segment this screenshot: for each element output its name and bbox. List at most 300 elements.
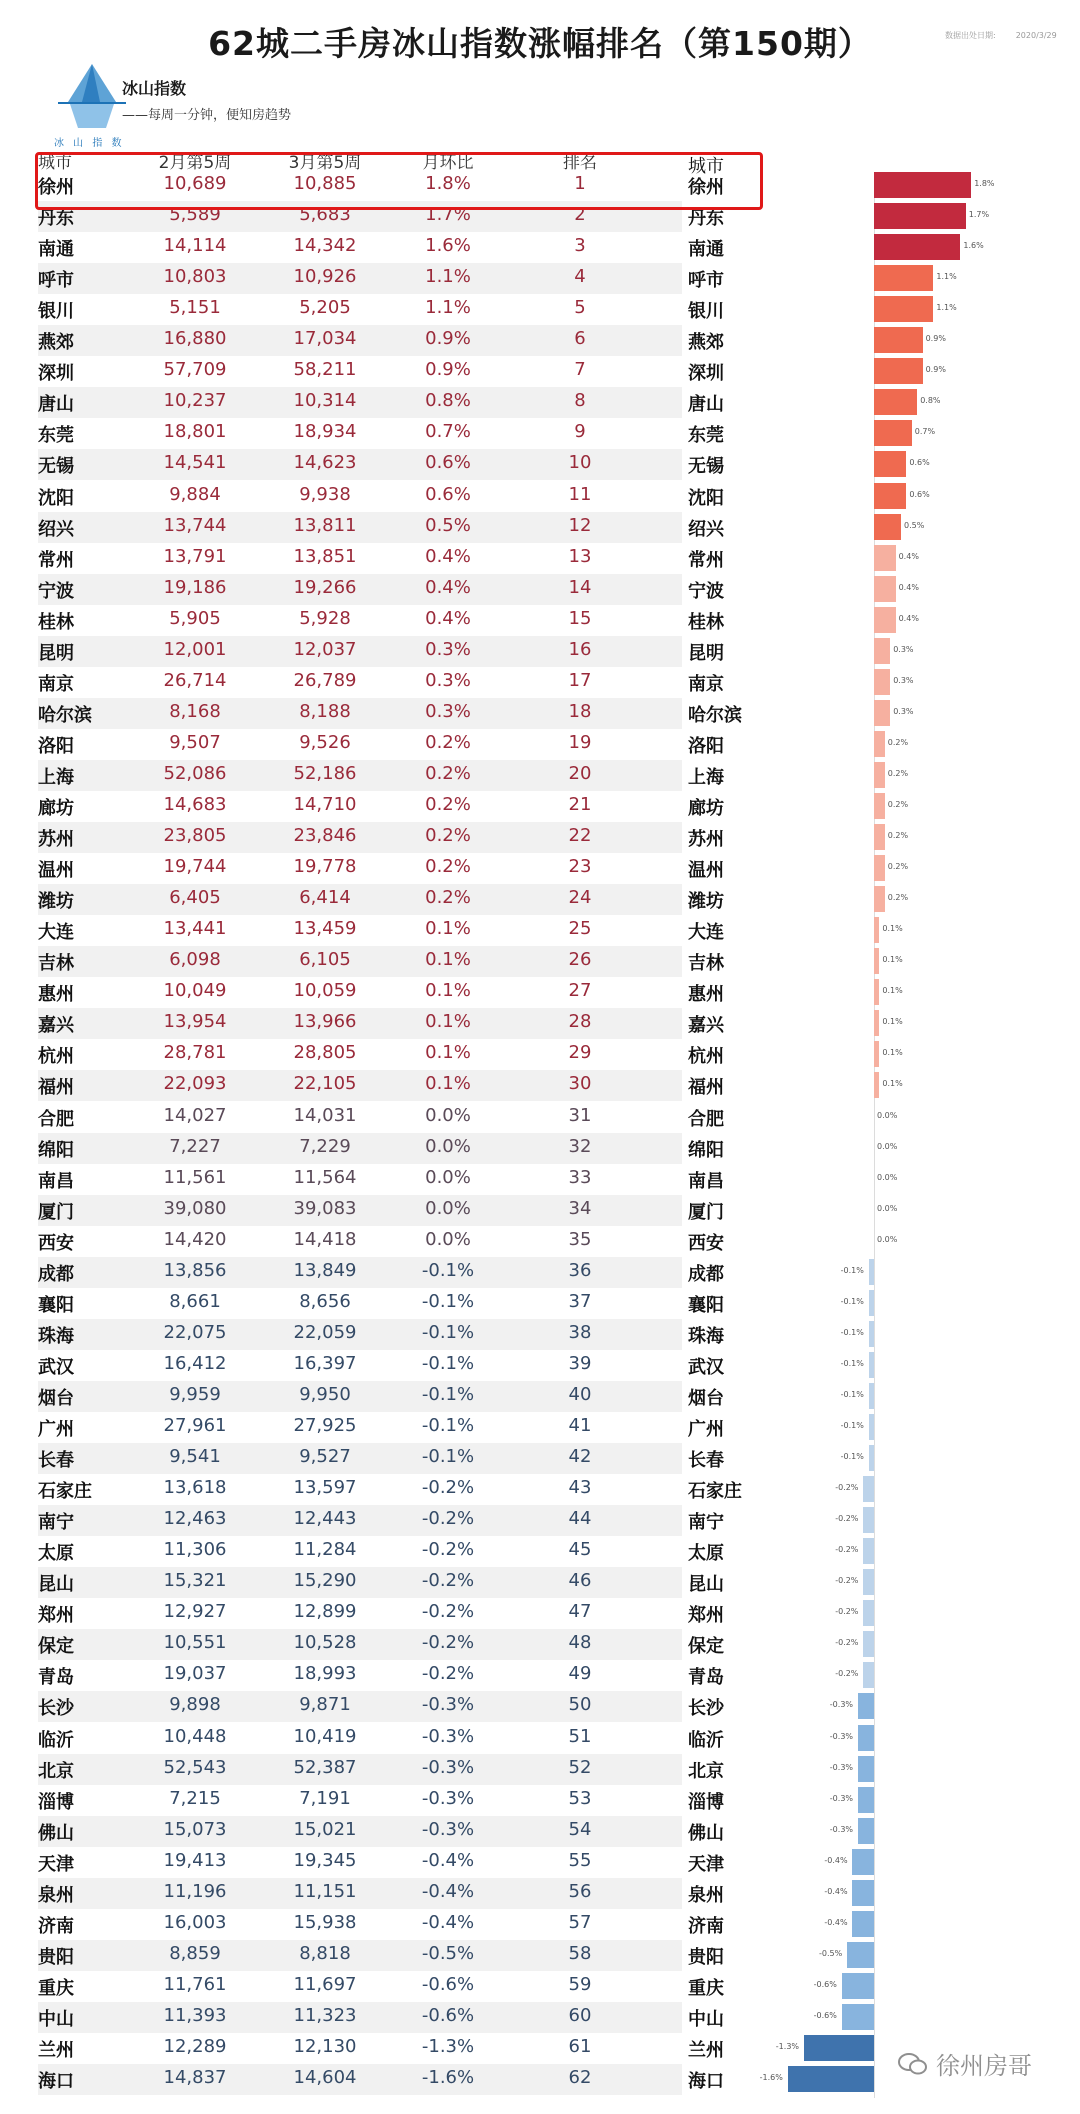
city-name: 福州 <box>38 1077 74 1099</box>
bar-category-label: 廊坊 <box>688 798 724 819</box>
mom-value: 0.7% <box>425 421 471 443</box>
mar-week5-value: 22,059 <box>293 1321 357 1343</box>
mom-value: 0.4% <box>425 545 471 567</box>
mom-value: 0.3% <box>425 700 471 722</box>
bar-value-label: -0.4% <box>824 1855 848 1865</box>
bar-value-label: 0.9% <box>925 365 946 375</box>
bar <box>858 1818 874 1844</box>
bar-category-label: 东莞 <box>688 425 724 447</box>
bar <box>874 203 966 229</box>
mom-value: -0.4% <box>421 1911 475 1933</box>
feb-week5-value: 10,803 <box>163 266 227 288</box>
rank-value: 46 <box>568 1570 592 1592</box>
bar <box>874 607 896 633</box>
bar-value-label: -1.3% <box>775 2042 800 2051</box>
rank-value: 25 <box>568 918 592 940</box>
mar-week5-value: 6,105 <box>299 949 351 971</box>
bar <box>869 1352 874 1378</box>
bar <box>852 1880 874 1906</box>
bar-category-label: 绍兴 <box>688 518 724 540</box>
bar-value-label: 0.6% <box>909 458 930 468</box>
mar-week5-value: 9,527 <box>299 1446 351 1468</box>
bar-value-label: 0.8% <box>920 396 941 406</box>
bar-value-label: 0.1% <box>882 924 903 934</box>
feb-week5-value: 9,541 <box>169 1446 221 1468</box>
header-city-right: 城市 <box>688 156 724 177</box>
bar <box>874 265 933 291</box>
mom-value: 0.1% <box>425 1011 471 1033</box>
mom-value: -0.1% <box>421 1415 475 1436</box>
bar-value-label: 0.2% <box>887 800 909 809</box>
feb-week5-value: 13,618 <box>163 1477 227 1499</box>
bar <box>874 576 896 602</box>
bar-category-label: 哈尔滨 <box>688 704 742 726</box>
bar-category-label: 佛山 <box>688 1822 724 1844</box>
bar <box>863 1538 874 1564</box>
bar <box>869 1321 874 1347</box>
bar <box>858 1725 874 1751</box>
rank-value: 1 <box>574 173 586 194</box>
city-name: 重庆 <box>38 1977 74 1999</box>
rank-value: 20 <box>568 762 592 784</box>
header-mom: 月环比 <box>422 153 474 173</box>
mar-week5-value: 5,683 <box>299 204 351 226</box>
bar-category-label: 银川 <box>688 301 724 323</box>
bar <box>874 358 923 384</box>
feb-week5-value: 52,543 <box>163 1756 227 1778</box>
feb-week5-value: 5,905 <box>169 607 221 629</box>
mar-week5-value: 10,059 <box>293 980 357 1002</box>
bar-category-label: 杭州 <box>688 1046 724 1068</box>
city-name: 中山 <box>38 2008 74 2030</box>
city-name: 深圳 <box>38 363 74 385</box>
city-name: 郑州 <box>38 1605 74 1627</box>
feb-week5-value: 11,196 <box>163 1880 227 1902</box>
mar-week5-value: 12,443 <box>293 1508 357 1530</box>
bar <box>874 1072 879 1098</box>
mar-week5-value: 5,205 <box>299 297 351 319</box>
logo-name: 冰山指数 <box>122 79 187 98</box>
rank-value: 56 <box>568 1880 592 1902</box>
bar-value-label: -0.2% <box>835 1514 859 1524</box>
bar <box>874 731 885 757</box>
bar-value-label: -0.1% <box>840 1327 864 1337</box>
bar-value-label: -0.3% <box>829 1762 854 1772</box>
bar <box>869 1259 874 1285</box>
mar-week5-value: 14,031 <box>293 1104 357 1126</box>
bar <box>874 389 917 415</box>
city-name: 南昌 <box>38 1170 74 1192</box>
mar-week5-value: 26,789 <box>293 669 357 691</box>
mar-week5-value: 17,034 <box>293 328 357 350</box>
bar-category-label: 保定 <box>688 1636 724 1658</box>
mom-value: 0.2% <box>425 731 471 753</box>
city-name: 绵阳 <box>38 1139 74 1161</box>
bar <box>863 1600 874 1626</box>
feb-week5-value: 18,801 <box>163 421 227 443</box>
bar-value-label: -0.1% <box>840 1265 864 1275</box>
feb-week5-value: 14,027 <box>163 1104 227 1126</box>
mom-value: 0.2% <box>425 762 471 784</box>
bar-value-label: 1.1% <box>936 303 957 313</box>
bar-value-label: 0.2% <box>887 862 909 872</box>
mom-value: 0.1% <box>425 949 471 971</box>
bar-category-label: 合肥 <box>688 1108 724 1130</box>
city-name: 青岛 <box>38 1667 74 1689</box>
bar <box>874 296 933 322</box>
mom-value: 0.0% <box>425 1135 471 1157</box>
feb-week5-value: 22,093 <box>163 1073 227 1095</box>
rank-value: 54 <box>568 1818 592 1840</box>
feb-week5-value: 11,561 <box>163 1166 227 1188</box>
feb-week5-value: 52,086 <box>163 762 227 784</box>
rank-value: 5 <box>574 297 586 319</box>
mom-value: -0.3% <box>421 1818 475 1840</box>
mar-week5-value: 14,623 <box>293 452 357 474</box>
bar-category-label: 昆山 <box>688 1574 724 1596</box>
city-name: 临沂 <box>38 1729 74 1751</box>
bar-category-label: 大连 <box>688 922 724 944</box>
city-name: 南京 <box>38 673 74 695</box>
bar-category-label: 绵阳 <box>688 1139 724 1161</box>
bar <box>863 1569 874 1595</box>
bar-value-label: 0.0% <box>877 1234 898 1244</box>
rank-value: 39 <box>568 1352 592 1374</box>
feb-week5-value: 5,589 <box>169 204 221 226</box>
city-name: 银川 <box>38 301 74 323</box>
bar-value-label: -0.2% <box>835 1483 859 1493</box>
bar-category-label: 武汉 <box>688 1356 724 1378</box>
mom-value: -1.6% <box>421 2067 475 2089</box>
city-name: 兰州 <box>38 2040 74 2061</box>
rank-value: 24 <box>568 887 592 909</box>
rank-value: 59 <box>568 1973 592 1995</box>
bar <box>874 762 885 788</box>
rank-value: 29 <box>568 1042 592 1064</box>
bar <box>863 1507 874 1533</box>
mom-value: 1.1% <box>425 297 471 319</box>
city-name: 海口 <box>38 2071 74 2093</box>
mar-week5-value: 9,871 <box>299 1694 351 1716</box>
feb-week5-value: 10,237 <box>163 390 227 412</box>
mom-value: -0.2% <box>421 1632 475 1654</box>
bar <box>869 1445 874 1471</box>
bar-value-label: 0.3% <box>893 644 914 654</box>
rank-value: 11 <box>568 483 592 505</box>
mar-week5-value: 7,191 <box>299 1787 351 1809</box>
bar-value-label: -0.2% <box>835 1607 859 1617</box>
feb-week5-value: 14,114 <box>163 235 227 257</box>
bar-value-label: 0.1% <box>882 955 903 965</box>
feb-week5-value: 10,049 <box>163 980 227 1002</box>
feb-week5-value: 10,448 <box>163 1725 227 1747</box>
bar-category-label: 烟台 <box>688 1387 724 1409</box>
bar-category-label: 惠州 <box>688 984 724 1006</box>
feb-week5-value: 8,859 <box>169 1942 221 1964</box>
bar-category-label: 临沂 <box>688 1729 724 1751</box>
bar <box>874 855 885 881</box>
city-name: 贵阳 <box>38 1946 74 1968</box>
bar-category-label: 福州 <box>688 1077 724 1099</box>
bar <box>874 172 971 198</box>
rank-value: 17 <box>568 669 592 691</box>
bar-value-label: -0.2% <box>835 1638 859 1648</box>
mar-week5-value: 7,229 <box>299 1135 351 1157</box>
feb-week5-value: 28,781 <box>163 1042 227 1064</box>
bar-category-label: 广州 <box>688 1419 724 1440</box>
mom-value: -0.2% <box>421 1508 475 1530</box>
bar-value-label: -0.1% <box>840 1296 864 1306</box>
mom-value: 0.0% <box>425 1166 471 1188</box>
city-name: 洛阳 <box>38 735 74 757</box>
bar <box>874 545 896 571</box>
bar-value-label: -0.5% <box>819 1948 843 1958</box>
mom-value: 0.1% <box>425 1042 471 1064</box>
bar <box>874 234 960 260</box>
bar-category-label: 洛阳 <box>688 735 724 757</box>
city-name: 丹东 <box>38 208 74 230</box>
bar <box>858 1693 874 1719</box>
mar-week5-value: 19,266 <box>293 576 357 598</box>
mar-week5-value: 23,846 <box>293 825 357 847</box>
city-name: 杭州 <box>38 1046 74 1068</box>
city-name: 潍坊 <box>38 891 74 913</box>
mar-week5-value: 15,290 <box>293 1570 357 1592</box>
feb-week5-value: 12,001 <box>163 638 227 660</box>
watermark-text: 徐州房哥 <box>936 2052 1032 2080</box>
mom-value: 1.1% <box>425 266 471 288</box>
bar-category-label: 常州 <box>688 549 724 571</box>
mar-week5-value: 14,604 <box>293 2067 357 2089</box>
city-name: 燕郊 <box>38 332 74 354</box>
bar-value-label: 0.1% <box>882 1017 903 1027</box>
rank-value: 30 <box>568 1073 592 1095</box>
mom-value: 0.1% <box>425 918 471 940</box>
bar-category-label: 嘉兴 <box>688 1015 724 1037</box>
mar-week5-value: 13,966 <box>293 1011 357 1033</box>
bar-value-label: 0.4% <box>898 613 919 623</box>
bar-value-label: -0.3% <box>829 1824 854 1834</box>
feb-week5-value: 9,898 <box>169 1694 221 1716</box>
bar-category-label: 西安 <box>688 1232 724 1254</box>
city-name: 北京 <box>38 1760 74 1782</box>
city-name: 哈尔滨 <box>38 704 92 726</box>
city-name: 太原 <box>38 1543 74 1565</box>
city-name: 上海 <box>38 766 74 788</box>
mar-week5-value: 11,697 <box>293 1973 357 1995</box>
mom-value: -0.2% <box>421 1663 475 1685</box>
bar-category-label: 潍坊 <box>688 891 724 913</box>
city-name: 淄博 <box>38 1791 74 1813</box>
feb-week5-value: 13,744 <box>163 514 227 536</box>
bar-category-label: 丹东 <box>688 208 724 230</box>
mar-week5-value: 12,899 <box>293 1601 357 1623</box>
bar-value-label: 0.3% <box>893 706 914 716</box>
bar <box>874 420 912 446</box>
header-city: 城市 <box>38 153 72 173</box>
feb-week5-value: 14,683 <box>163 794 227 815</box>
mom-value: -0.2% <box>421 1477 475 1499</box>
header-feb-week5: 2月第5周 <box>158 153 232 173</box>
bar <box>874 979 879 1005</box>
feb-week5-value: 9,884 <box>169 483 221 505</box>
mar-week5-value: 52,387 <box>293 1756 357 1778</box>
city-name: 昆山 <box>38 1574 74 1596</box>
mar-week5-value: 28,805 <box>293 1042 357 1064</box>
mom-value: 0.3% <box>425 638 471 660</box>
city-name: 成都 <box>38 1263 74 1285</box>
mom-value: -0.3% <box>421 1787 475 1809</box>
rank-value: 28 <box>568 1011 592 1033</box>
mom-value: 0.0% <box>425 1228 471 1250</box>
rank-value: 34 <box>568 1197 592 1219</box>
mar-week5-value: 9,526 <box>299 731 351 753</box>
bar-category-label: 昆明 <box>688 642 724 664</box>
bar-category-label: 南宁 <box>688 1512 724 1534</box>
rank-value: 62 <box>568 2067 592 2089</box>
mar-week5-value: 13,851 <box>293 545 357 567</box>
bar-value-label: 0.4% <box>898 582 919 592</box>
mar-week5-value: 27,925 <box>293 1415 357 1436</box>
bar <box>874 1010 879 1036</box>
bar-category-label: 燕郊 <box>688 332 724 354</box>
city-name: 武汉 <box>38 1356 74 1378</box>
bar <box>874 917 879 943</box>
bar-category-label: 郑州 <box>688 1605 724 1627</box>
rank-value: 57 <box>568 1911 592 1933</box>
rank-value: 8 <box>574 390 586 412</box>
mom-value: 0.4% <box>425 576 471 598</box>
bar <box>869 1290 874 1316</box>
mar-week5-value: 19,778 <box>293 856 357 878</box>
bar-value-label: 0.6% <box>909 489 930 499</box>
city-name: 天津 <box>38 1853 74 1875</box>
feb-week5-value: 19,413 <box>163 1849 227 1871</box>
feb-week5-value: 19,186 <box>163 576 227 598</box>
bar <box>874 327 923 353</box>
mar-week5-value: 10,314 <box>293 390 357 412</box>
rank-value: 16 <box>568 638 592 660</box>
feb-week5-value: 11,306 <box>163 1539 227 1561</box>
mom-value: 1.6% <box>425 235 471 257</box>
rank-value: 4 <box>574 266 586 288</box>
highlight-box <box>35 152 763 210</box>
city-name: 保定 <box>38 1636 74 1658</box>
mar-week5-value: 13,849 <box>293 1259 357 1281</box>
bar <box>863 1476 874 1502</box>
mom-value: -0.1% <box>421 1383 475 1405</box>
bar-value-label: -0.4% <box>824 1917 848 1927</box>
city-name: 呼市 <box>38 270 74 292</box>
rank-value: 38 <box>568 1321 592 1343</box>
mom-value: 0.1% <box>425 980 471 1002</box>
bar-value-label: 1.8% <box>974 179 995 188</box>
rank-value: 43 <box>568 1477 592 1499</box>
rank-value: 47 <box>568 1601 592 1623</box>
mom-value: 0.9% <box>425 359 471 381</box>
rank-value: 27 <box>568 980 592 1002</box>
bar-category-label: 南昌 <box>688 1170 724 1192</box>
rank-value: 55 <box>568 1849 592 1871</box>
bar <box>804 2035 874 2061</box>
bar <box>858 1787 874 1813</box>
bar-category-label: 济南 <box>688 1915 724 1937</box>
bar <box>874 793 885 819</box>
bar <box>874 948 879 974</box>
mom-value: 0.5% <box>425 514 471 536</box>
rank-value: 23 <box>568 856 592 878</box>
rank-value: 3 <box>574 235 586 257</box>
city-name: 苏州 <box>38 829 74 851</box>
bar <box>874 514 901 540</box>
rank-value: 26 <box>568 949 592 971</box>
bar-category-label: 贵阳 <box>688 1946 724 1968</box>
mar-week5-value: 13,811 <box>293 514 357 536</box>
rank-value: 10 <box>568 452 592 474</box>
mar-week5-value: 39,083 <box>293 1197 357 1219</box>
bar-value-label: 0.1% <box>882 1048 903 1058</box>
feb-week5-value: 9,959 <box>169 1383 221 1405</box>
mar-week5-value: 15,021 <box>293 1818 357 1840</box>
feb-week5-value: 8,661 <box>169 1290 221 1312</box>
rank-value: 2 <box>574 204 586 226</box>
feb-week5-value: 26,714 <box>163 669 227 691</box>
feb-week5-value: 10,689 <box>163 173 227 194</box>
feb-week5-value: 22,075 <box>163 1321 227 1343</box>
watermark <box>898 2046 1032 2081</box>
bar-value-label: -0.1% <box>840 1421 864 1430</box>
bar <box>869 1414 874 1440</box>
bar-value-label: 1.1% <box>936 272 957 282</box>
bar-value-label: -0.1% <box>840 1389 864 1399</box>
city-name: 宁波 <box>38 580 74 602</box>
rank-value: 21 <box>568 794 592 815</box>
city-name: 厦门 <box>38 1201 74 1223</box>
rank-value: 15 <box>568 607 592 629</box>
rank-value: 45 <box>568 1539 592 1561</box>
rank-value: 49 <box>568 1663 592 1685</box>
city-name: 佛山 <box>38 1822 74 1844</box>
mar-week5-value: 5,928 <box>299 607 351 629</box>
bar <box>874 1041 879 1067</box>
page-title: 62城二手房冰山指数涨幅排名（第150期） <box>208 24 872 63</box>
feb-week5-value: 8,168 <box>169 700 221 722</box>
city-name: 唐山 <box>38 394 74 416</box>
feb-week5-value: 14,837 <box>163 2067 227 2089</box>
bar-value-label: 1.7% <box>968 210 990 220</box>
mom-value: -0.4% <box>421 1880 475 1902</box>
city-name: 广州 <box>38 1419 74 1440</box>
bar-value-label: -0.3% <box>829 1793 854 1803</box>
rank-value: 7 <box>574 359 586 381</box>
mar-week5-value: 11,284 <box>293 1539 357 1561</box>
mar-week5-value: 11,564 <box>293 1166 357 1188</box>
feb-week5-value: 7,215 <box>169 1787 221 1809</box>
rank-value: 14 <box>568 576 592 598</box>
mom-value: -0.1% <box>421 1290 475 1312</box>
bar-category-label: 北京 <box>688 1760 724 1782</box>
city-name: 东莞 <box>38 425 74 447</box>
mom-value: -0.6% <box>421 1973 475 1995</box>
bar-value-label: -0.3% <box>829 1731 854 1741</box>
bar-value-label: 0.3% <box>893 675 914 685</box>
bar-category-label: 天津 <box>688 1853 724 1875</box>
mar-week5-value: 14,342 <box>293 235 357 257</box>
city-name: 惠州 <box>38 984 74 1006</box>
rank-value: 33 <box>568 1166 592 1188</box>
mar-week5-value: 12,037 <box>293 638 357 660</box>
feb-week5-value: 57,709 <box>163 359 227 381</box>
